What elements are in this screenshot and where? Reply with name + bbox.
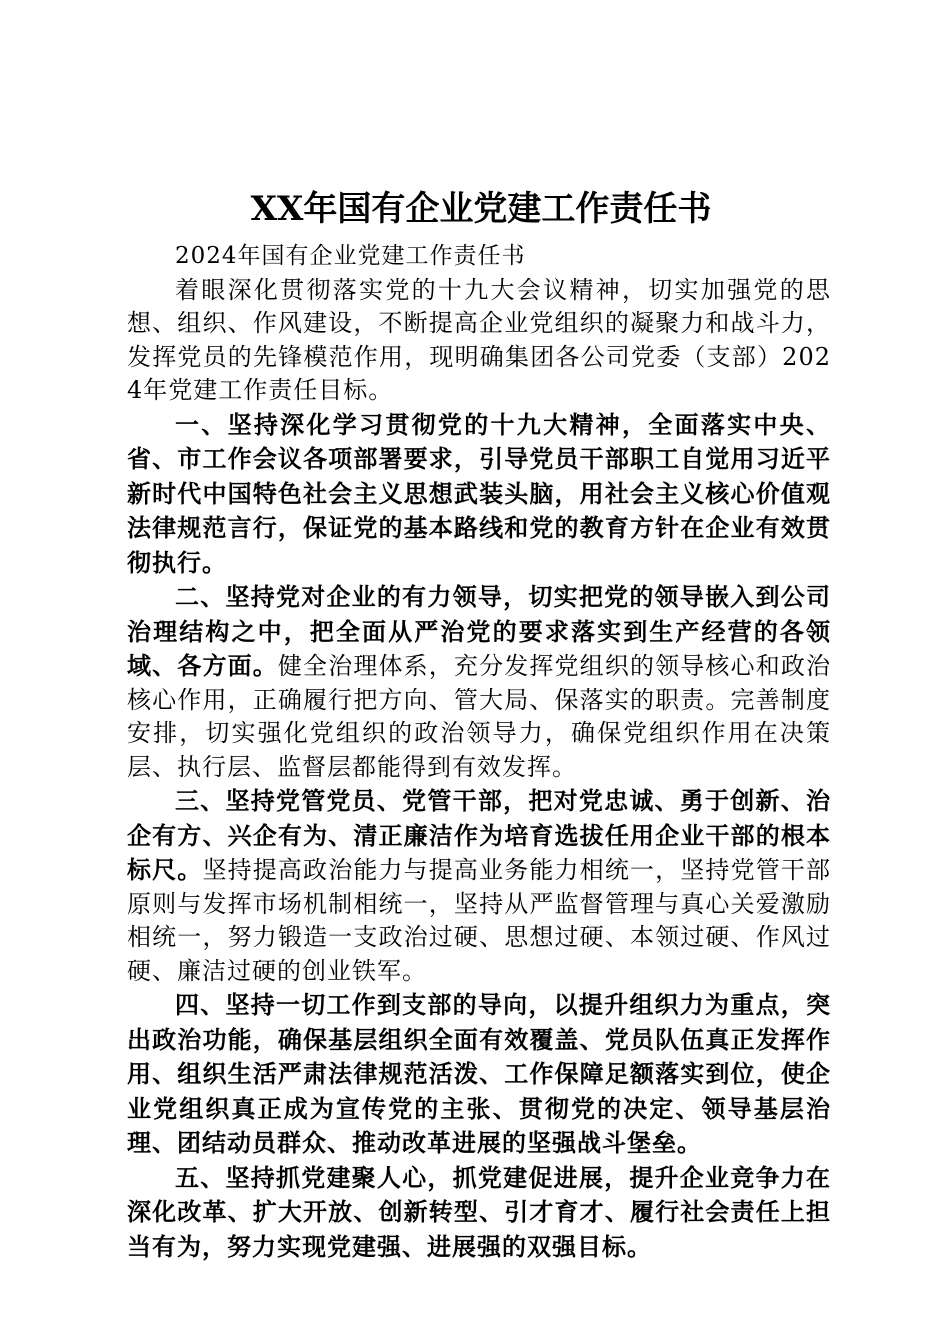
section-5-lead: 五、坚持抓党建聚人心，抓党建促进展，提升企业竞争力在深化改革、扩大开放、创新转型、引才育才、履行社会责任上担当有为，努力实现党建强、进展强的双强目标。 <box>127 1162 831 1261</box>
section-paragraph-2 <box>127 580 831 784</box>
section-4-lead: 四、坚持一切工作到支部的导向，以提升组织力为重点，突出政治功能，确保基层组织全面有效覆盖、党员队伍真正发挥作用、组织生活严肃法律规范活泼、工作保障足额落实到位，使企业党组织真正成为宣传党的主张、贯彻党的决定、领导基层治理、团结动员群众、推动改革进展的坚强战斗堡垒。 <box>127 990 831 1157</box>
section-1-lead: 一、坚持深化学习贯彻党的十九大精神，全面落实中央、省、市工作会议各项部署要求，引导党员干部职工自觉用习近平新时代中国特色社会主义思想武装头脑，用社会主义核心价值观法律规范言行，保证党的基本路线和党的教育方针在企业有效贯彻执行。 <box>127 409 831 577</box>
section-2-lead: 二、坚持党对企业的有力领导，切实把党的领导嵌入到公司治理结构之中，把全面从严治党的要求落实到生产经营的各领域、各方面。 <box>127 582 831 680</box>
section-paragraph-3 <box>127 784 831 988</box>
document-title: XX年国有企业党建工作责任书 <box>250 189 712 229</box>
intro-paragraph: 着眼深化贯彻落实党的十九大会议精神，切实加强党的思想、组织、作风建设，不断提高企业党组织的凝聚力和战斗力，发挥党员的先锋模范作用，现明确集团各公司党委（支部）2024年党建工作责任目标。 <box>127 275 831 404</box>
section-paragraph-5 <box>127 1161 831 1265</box>
document-subtitle: 2024年国有企业党建工作责任书 <box>175 243 526 269</box>
document-page <box>127 178 831 1264</box>
section-paragraph-1 <box>127 408 831 581</box>
section-3-lead: 三、坚持党管党员、党管干部，把对党忠诚、勇于创新、治企有方、兴企有为、清正廉洁作为培育选拔任用企业干部的根本标尺。 <box>127 786 831 884</box>
section-3-body: 坚持提高政治能力与提高业务能力相统一，坚持党管干部原则与发挥市场机制相统一，坚持从严监督管理与真心关爱激励相统一，努力锻造一支政治过硬、思想过硬、本领过硬、作风过硬、廉洁过硬的创业铁军。 <box>127 856 832 985</box>
section-2-body: 健全治理体系，充分发挥党组织的领导核心和政治核心作用，正确履行把方向、管大局、保落实的职责。完善制度安排，切实强化党组织的政治领导力，确保党组织作用在决策层、执行层、监督层都能得到有效发挥。 <box>127 652 832 781</box>
section-paragraph-4 <box>127 988 831 1161</box>
